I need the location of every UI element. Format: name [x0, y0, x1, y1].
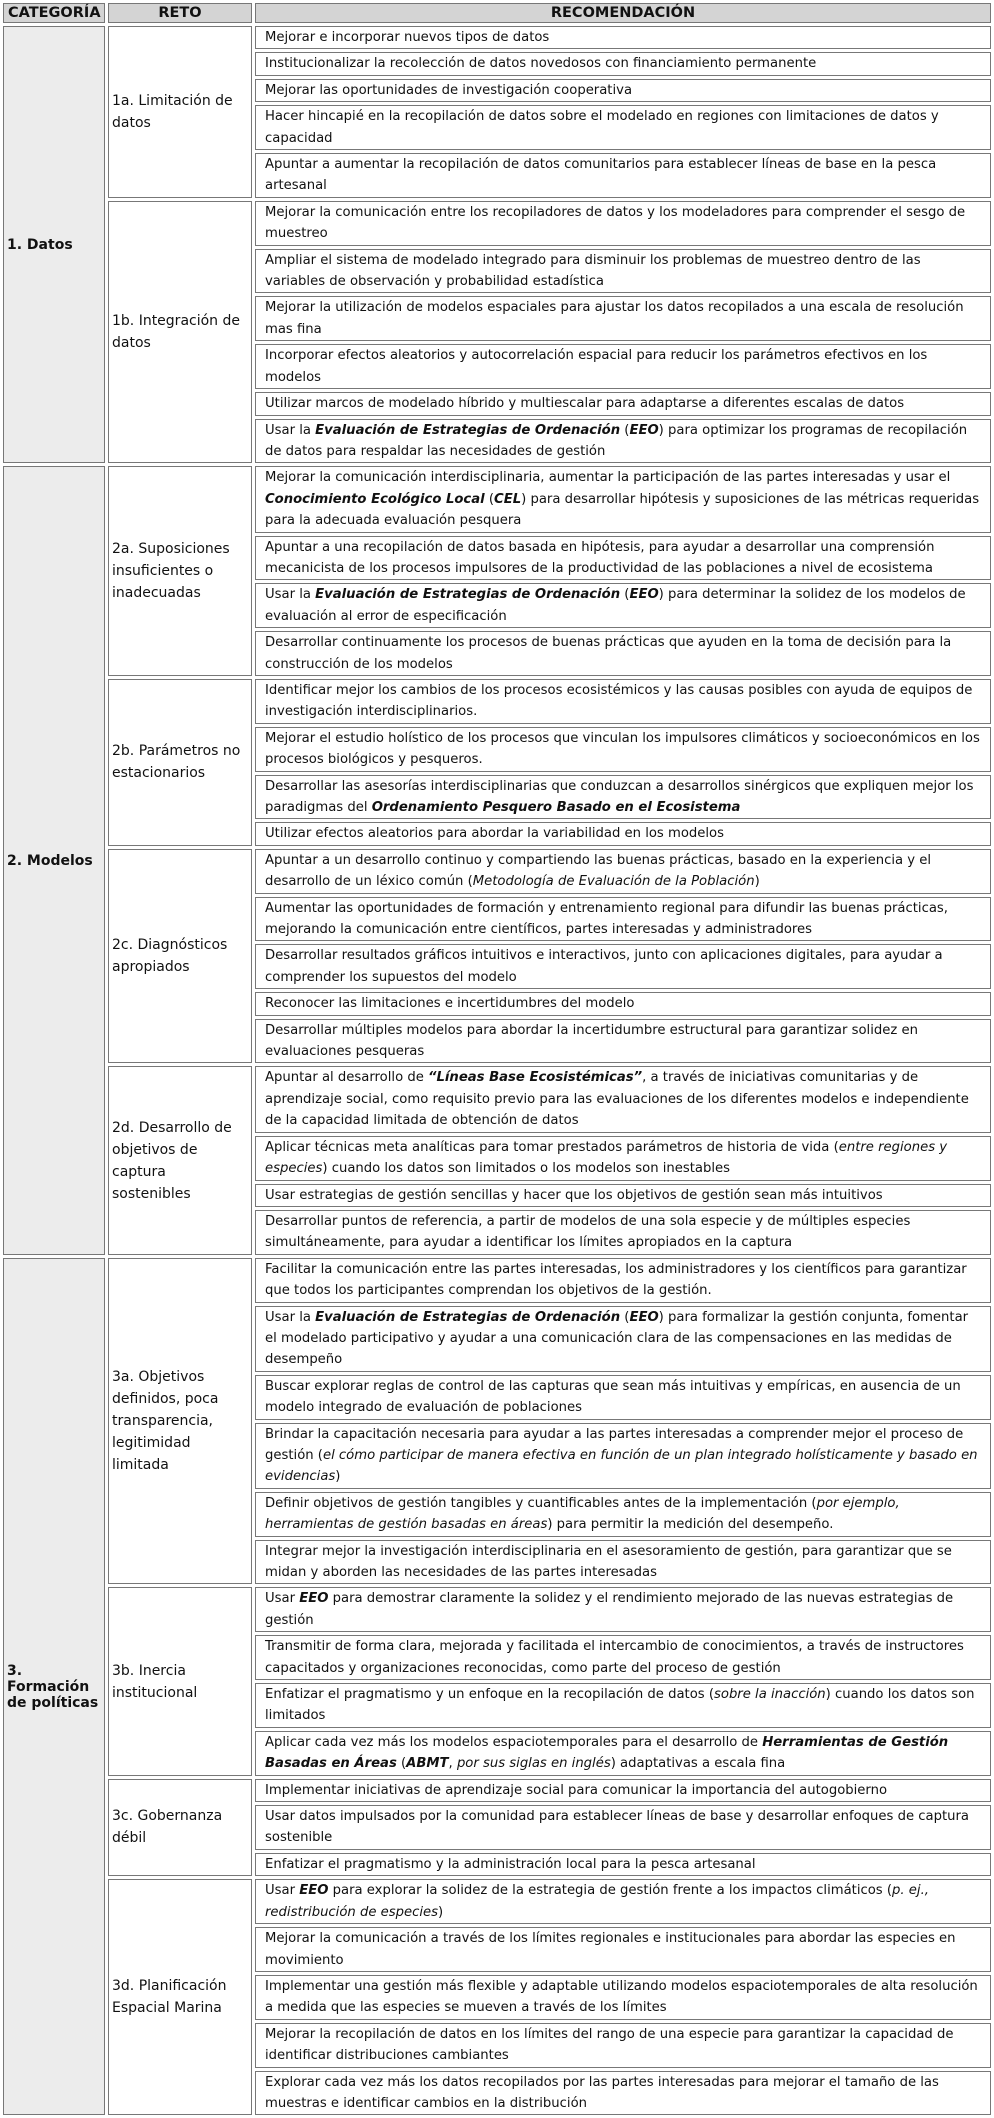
recommendation-text: ,: [448, 1756, 457, 1772]
table-row: [3, 1258, 991, 1303]
recommendation-text: Definir objetivos de gestión tangibles y cuantificables antes de la implementación (: [265, 1495, 817, 1511]
recommendation-cell: [255, 849, 991, 894]
recommendation-cell: [255, 679, 991, 724]
recommendation-cell: [255, 1019, 991, 1064]
recommendation-cell: [255, 153, 991, 198]
recommendation-text: Hacer hincapié en la recopilación de datos sobre el modelado en regiones con limitaciones de datos y capacidad: [265, 109, 939, 146]
recommendation-text: Usar: [265, 1883, 300, 1899]
recommendation-text: Integrar mejor la investigación interdisciplinaria en el asesoramiento de gestión, para garantizar que se midan y aborden las necesidades de las partes interesadas: [265, 1543, 952, 1580]
recommendation-text: Facilitar la comunicación entre las partes interesadas, los administradores y los científicos para garantizar que todos los participantes comprendan los objetivos de la gestión.: [265, 1261, 967, 1299]
recommendation-cell: [255, 296, 991, 341]
recommendation-text: Utilizar marcos de modelado híbrido y multiescalar para adaptarse a diferentes escalas de datos: [265, 396, 905, 412]
emphasis-bold-text: EEO: [629, 1309, 659, 1325]
recommendation-text: ) cuando los datos son limitados: [265, 1687, 975, 1724]
recommendation-cell: [255, 897, 991, 942]
emphasis-bold-text: EEO: [299, 1591, 329, 1607]
recommendation-cell: [255, 822, 991, 845]
recommendation-cell: [255, 1258, 991, 1303]
recommendation-text: ) para optimizar los programas de recopilación de datos para respaldar las necesidades de gestión: [265, 422, 968, 459]
recommendation-cell: [255, 105, 991, 150]
recommendation-text: Desarrollar múltiples modelos para abordar la incertidumbre estructural para garantizar solidez en evaluaciones pesqueras: [265, 1022, 918, 1060]
recommendation-text: ) adaptativas a escala fina: [610, 1756, 786, 1772]
recommendation-cell: [255, 1731, 991, 1776]
recommendation-text: Mejorar la recopilación de datos en los límites del rango de una especie para garantizar la capacidad de identificar distribuciones cambiantes: [265, 2026, 954, 2064]
emphasis-italic-text: el cómo participar de manera efectiva en función de un plan integrado holísticamente y basado en evidencias: [265, 1447, 978, 1485]
recommendation-text: Reconocer las limitaciones e incertidumbres del modelo: [265, 996, 635, 1012]
table-row: [3, 466, 991, 532]
table-row: [3, 201, 991, 246]
emphasis-italic-text: por sus siglas en inglés: [456, 1756, 611, 1772]
challenge-cell: 2d. Desarrollo de objetivos de captura sostenibles: [108, 1066, 252, 1254]
emphasis-bold-text: Ordenamiento Pesquero Basado en el Ecosistema: [371, 800, 741, 815]
recommendation-cell: [255, 1184, 991, 1207]
recommendation-cell: [255, 944, 991, 989]
recommendation-text: Utilizar efectos aleatorios para abordar la variabilidad en los modelos: [265, 826, 724, 842]
emphasis-bold-text: ABMT: [406, 1756, 449, 1772]
recommendation-text: Usar estrategias de gestión sencillas y hacer que los objetivos de gestión sean más intuitivos: [265, 1187, 883, 1203]
recommendation-text: Ampliar el sistema de modelado integrado para disminuir los problemas de muestreo dentro de las variables de observación y probabilidad estadística: [265, 252, 921, 290]
recommendation-cell: [255, 1853, 991, 1876]
recommendation-text: Transmitir de forma clara, mejorada y facilitada el intercambio de conocimientos, a través de instructores capacitados y organizaciones reconocidas, como parte del proceso de gestión: [265, 1639, 964, 1676]
recommendation-text: Apuntar al desarrollo de: [265, 1070, 429, 1086]
recommendation-cell: [255, 201, 991, 246]
recommendation-cell: [255, 344, 991, 389]
recommendation-cell: [255, 466, 991, 532]
recommendation-text: para explorar la solidez de la estrategia de gestión frente a los impactos climáticos (: [328, 1883, 893, 1899]
recommendation-cell: [255, 1975, 991, 2020]
table-row: [3, 1879, 991, 1924]
recommendation-cell: [255, 1683, 991, 1728]
recommendation-cell: [255, 992, 991, 1015]
header-recommendation: RECOMENDACIÓN: [255, 3, 991, 23]
recommendation-cell: [255, 1306, 991, 1372]
emphasis-bold-text: EEO: [629, 587, 659, 603]
header-row: [3, 3, 991, 23]
recommendation-text: Identificar mejor los cambios de los procesos ecosistémicos y las causas posibles con ayuda de equipos de investigación interdisciplinarios.: [265, 682, 973, 720]
recommendation-cell: [255, 1423, 991, 1489]
emphasis-italic-text: p. ej., redistribución de especies: [265, 1883, 929, 1920]
recommendation-text: Mejorar la comunicación interdisciplinaria, aumentar la participación de las partes interesadas y usar el: [265, 470, 951, 486]
recommendation-text: Mejorar la utilización de modelos espaciales para ajustar los datos recopilados a una escala de resolución mas fina: [265, 300, 964, 337]
recommendation-text: Usar la: [265, 587, 316, 603]
emphasis-bold-text: EEO: [629, 422, 659, 438]
category-cell: 1. Datos: [3, 26, 105, 463]
recommendation-cell: [255, 26, 991, 49]
recommendation-cell: [255, 1805, 991, 1850]
recommendation-text: Mejorar la comunicación entre los recopiladores de datos y los modeladores para comprender el sesgo de muestreo: [265, 204, 966, 242]
recommendation-cell: [255, 419, 991, 464]
recommendation-text: Desarrollar continuamente los procesos de buenas prácticas que ayuden en la toma de decisión para la construcción de los modelos: [265, 635, 952, 672]
recommendation-cell: [255, 79, 991, 102]
recommendation-text: Desarrollar resultados gráficos intuitivos e interactivos, junto con aplicaciones digitales, para ayudar a comprender los supuestos del modelo: [265, 948, 943, 985]
emphasis-bold-text: Conocimiento Ecológico Local: [265, 491, 485, 507]
challenge-cell: 1a. Limitación de datos: [108, 26, 252, 198]
recommendation-text: Usar la: [265, 1309, 316, 1325]
recommendation-cell: [255, 1635, 991, 1680]
recommendation-text: Mejorar el estudio holístico de los procesos que vinculan los impulsores climáticos y socioeconómicos en los procesos biológicos y pesqueros.: [265, 730, 980, 768]
table-row: [3, 1779, 991, 1802]
table-row: [3, 849, 991, 894]
recommendation-text: Institucionalizar la recolección de datos novedosos con financiamiento permanente: [265, 56, 817, 72]
table-row: [3, 26, 991, 49]
challenge-cell: 3b. Inercia institucional: [108, 1587, 252, 1775]
recommendation-text: Apuntar a una recopilación de datos basada en hipótesis, para ayudar a desarrollar una comprensión mecanicista de los procesos impulsores de la productividad de las poblaciones a nivel de ecosistema: [265, 539, 935, 576]
recommendation-cell: [255, 52, 991, 75]
challenge-cell: 2c. Diagnósticos apropiados: [108, 849, 252, 1064]
recommendation-text: Apuntar a un desarrollo continuo y compartiendo las buenas prácticas, basado en la experiencia y el desarrollo de un léxico común (: [265, 852, 932, 890]
recommendation-text: ): [335, 1469, 341, 1485]
recommendation-cell: [255, 249, 991, 294]
recommendation-cell: [255, 1210, 991, 1255]
emphasis-bold-text: EEO: [299, 1883, 329, 1899]
emphasis-bold-text: CEL: [494, 491, 522, 507]
emphasis-bold-text: Herramientas de Gestión Basadas en Áreas: [265, 1734, 949, 1772]
recommendation-cell: [255, 1540, 991, 1585]
recommendation-cell: [255, 2023, 991, 2068]
recommendation-text: , a través de iniciativas comunitarias y de aprendizaje social, como requisito previo para las evaluaciones de los diferentes modelos e independiente de la capacidad limitada de obtención de datos: [265, 1070, 969, 1129]
recommendation-cell: [255, 536, 991, 581]
recommendation-text: ): [438, 1904, 444, 1920]
challenge-cell: 1b. Integración de datos: [108, 201, 252, 463]
recommendation-text: Aplicar técnicas meta analíticas para tomar prestados parámetros de historia de vida (: [265, 1139, 839, 1155]
recommendation-text: ) para determinar la solidez de los modelos de evaluación al error de especificación: [265, 587, 966, 624]
recommendation-text: Mejorar las oportunidades de investigación cooperativa: [265, 82, 633, 98]
table-row: [3, 1066, 991, 1132]
recommendation-text: para demostrar claramente la solidez y el rendimiento mejorado de las nuevas estrategias de gestión: [265, 1591, 954, 1628]
emphasis-italic-text: entre regiones y especies: [265, 1139, 948, 1177]
recommendation-text: Usar la: [265, 422, 316, 438]
recommendation-text: Enfatizar el pragmatismo y un enfoque en la recopilación de datos (: [265, 1687, 714, 1703]
recommendation-text: Usar datos impulsados por la comunidad para establecer líneas de base y desarrollar enfoques de captura sostenible: [265, 1809, 969, 1846]
challenge-cell: 2b. Parámetros no estacionarios: [108, 679, 252, 846]
recommendation-text: Aplicar cada vez más los modelos espaciotemporales para el desarrollo de: [265, 1734, 763, 1750]
recommendation-text: Explorar cada vez más los datos recopilados por las partes interesadas para mejorar el tamaño de las muestras e identificar cambios en la distribución: [265, 2074, 939, 2111]
emphasis-italic-text: sobre la inacción: [714, 1687, 826, 1703]
challenge-cell: 3c. Gobernanza débil: [108, 1779, 252, 1877]
category-cell: 3. Formación de políticas: [3, 1258, 105, 2116]
recommendation-text: Brindar la capacitación necesaria para ayudar a las partes interesadas a comprender mejor el proceso de gestión (: [265, 1426, 964, 1463]
recommendation-text: Usar: [265, 1591, 300, 1607]
recommendation-cell: [255, 2071, 991, 2116]
emphasis-italic-text: Metodología de Evaluación de la Población: [472, 874, 755, 890]
recommendation-text: (: [620, 422, 630, 438]
emphasis-bold-text: Evaluación de Estrategias de Ordenación: [315, 587, 621, 603]
recommendation-text: Mejorar la comunicación a través de los límites regionales e institucionales para abordar las especies en movimiento: [265, 1931, 956, 1968]
challenge-cell: 3a. Objetivos definidos, poca transparencia, legitimidad limitada: [108, 1258, 252, 1585]
recommendation-text: ) cuando los datos son limitados o los modelos son inestables: [322, 1161, 731, 1177]
recommendation-cell: [255, 1927, 991, 1972]
recommendation-cell: [255, 1066, 991, 1132]
recommendation-text: (: [484, 491, 495, 507]
recommendation-cell: [255, 1779, 991, 1802]
emphasis-bold-text: “Líneas Base Ecosistémicas”: [428, 1070, 643, 1086]
table-row: [3, 679, 991, 724]
recommendation-text: (: [620, 587, 630, 603]
table-body: [3, 26, 991, 2115]
emphasis-bold-text: Evaluación de Estrategias de Ordenación: [315, 1309, 621, 1325]
emphasis-bold-text: Evaluación de Estrategias de Ordenación: [315, 422, 621, 438]
header-challenge: RETO: [108, 3, 252, 23]
header-category: CATEGORÍA: [3, 3, 105, 23]
recommendation-text: ): [754, 874, 760, 890]
recommendation-cell: [255, 775, 991, 820]
recommendation-cell: [255, 631, 991, 676]
recommendation-text: Aumentar las oportunidades de formación y entrenamiento regional para difundir las buenas prácticas, mejorando la comunicación entre científicos, partes interesadas y administradores: [265, 900, 948, 938]
recommendation-cell: [255, 1375, 991, 1420]
recommendation-text: Desarrollar las asesorías interdisciplinarias que conduzcan a desarrollos sinérgicos que expliquen mejor los paradigmas del: [265, 778, 974, 815]
emphasis-italic-text: por ejemplo, herramientas de gestión basadas en áreas: [265, 1495, 900, 1533]
recommendation-cell: [255, 583, 991, 628]
recommendation-cell: [255, 727, 991, 772]
category-cell: 2. Modelos: [3, 466, 105, 1254]
recommendation-text: Incorporar efectos aleatorios y autocorrelación espacial para reducir los parámetros efectivos en los modelos: [265, 348, 928, 385]
recommendation-cell: [255, 1492, 991, 1537]
recommendation-cell: [255, 1136, 991, 1181]
recommendation-text: Desarrollar puntos de referencia, a partir de modelos de una sola especie y de múltiples especies simultáneamente, para ayudar a identificar los límites apropiados en la captura: [265, 1213, 911, 1251]
recommendation-text: Enfatizar el pragmatismo y la administración local para la pesca artesanal: [265, 1856, 756, 1872]
recommendation-cell: [255, 1879, 991, 1924]
recommendation-cell: [255, 1587, 991, 1632]
recommendation-text: (: [396, 1756, 407, 1772]
recommendation-text: Buscar explorar reglas de control de las capturas que sean más intuitivas y empíricas, en ausencia de un modelo integrado de evaluación de poblaciones: [265, 1378, 961, 1416]
recommendation-text: Apuntar a aumentar la recopilación de datos comunitarios para establecer líneas de base en la pesca artesanal: [265, 157, 937, 194]
recommendation-text: Implementar iniciativas de aprendizaje social para comunicar la importancia del autogobierno: [265, 1782, 888, 1798]
recommendation-text: Mejorar e incorporar nuevos tipos de datos: [265, 30, 550, 45]
challenge-cell: 2a. Suposiciones insuficientes o inadecuadas: [108, 466, 252, 676]
recommendation-text: ) para permitir la medición del desempeño.: [547, 1517, 834, 1533]
recommendation-text: ) para formalizar la gestión conjunta, fomentar el modelado participativo y ayudar a una comunicación clara de las compensaciones en las medidas de desempeño: [265, 1309, 969, 1368]
challenge-cell: 3d. Planificación Espacial Marina: [108, 1879, 252, 2115]
recommendation-cell: [255, 392, 991, 415]
recommendation-text: Implementar una gestión más flexible y adaptable utilizando modelos espaciotemporales de alta resolución a medida que las especies se mueven a través de los límites: [265, 1978, 978, 2016]
table-row: [3, 1587, 991, 1632]
recommendation-text: ) para desarrollar hipótesis y suposiciones de las métricas requeridas para la adecuada evaluación pesquera: [265, 491, 980, 529]
recommendation-text: (: [620, 1309, 630, 1325]
